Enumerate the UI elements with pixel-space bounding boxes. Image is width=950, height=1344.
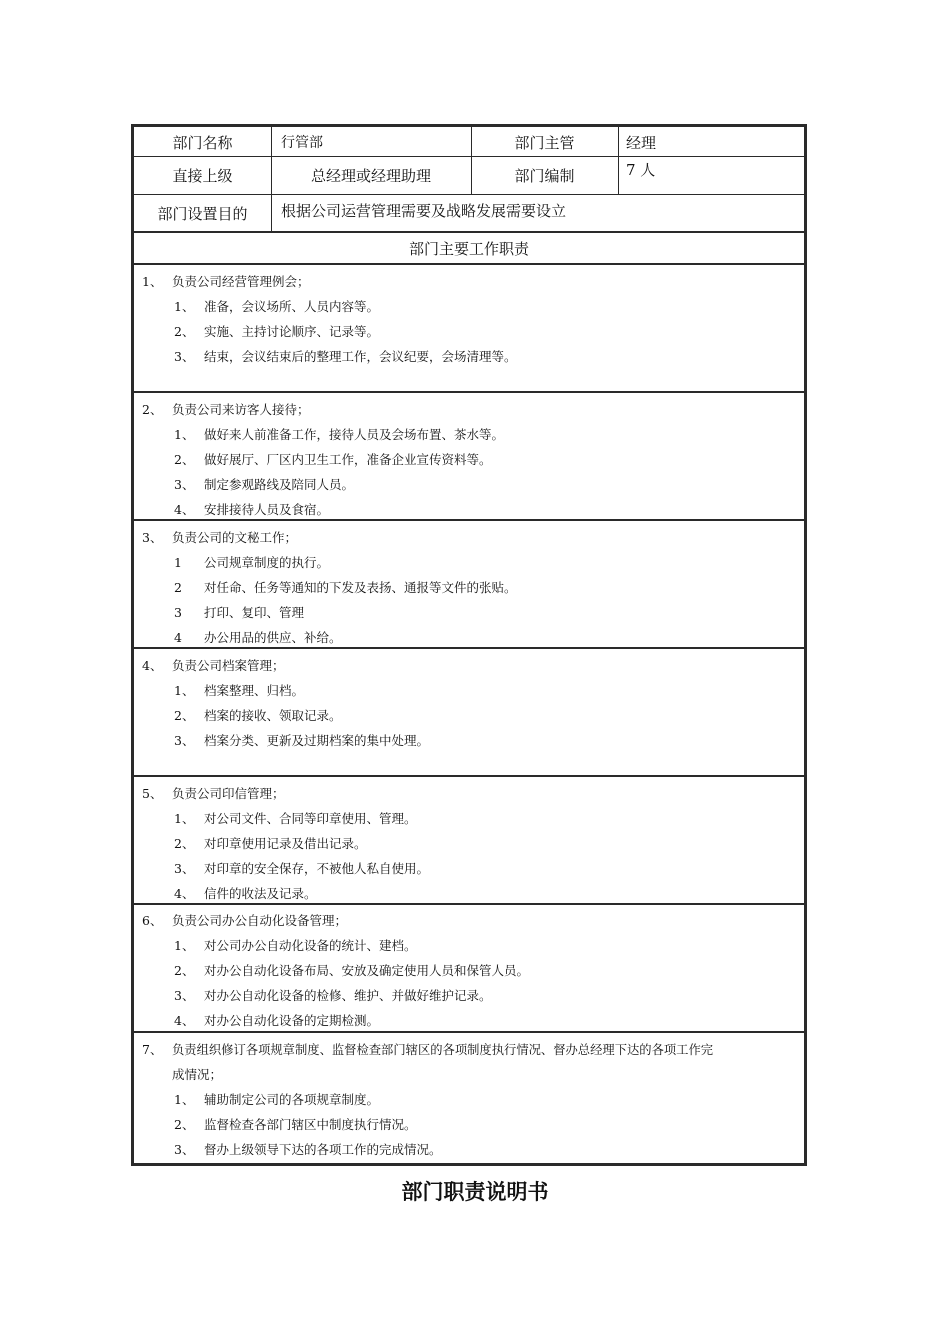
duty-block-3 bbox=[134, 521, 804, 647]
item-text: 对公司办公自动化设备的统计、建档。 bbox=[204, 938, 417, 953]
item-number: 1、 bbox=[174, 811, 195, 826]
item-number: 3、 bbox=[174, 988, 195, 1003]
dept-head-label: 部门主管 bbox=[514, 133, 575, 152]
item-number: 2、 bbox=[174, 452, 195, 467]
item-number: 2、 bbox=[174, 324, 195, 339]
staffing-value: 7 人 bbox=[626, 161, 656, 179]
staffing-label: 部门编制 bbox=[514, 167, 575, 185]
item-number: 4、 bbox=[174, 886, 195, 901]
item-text: 对印章的安全保存，不被他人私自使用。 bbox=[204, 861, 430, 876]
duty-number: 3、 bbox=[142, 530, 163, 545]
item-text: 结束，会议结束后的整理工作，会议纪要，会场清理等。 bbox=[204, 349, 517, 364]
item-number: 4 bbox=[174, 630, 182, 645]
item-number: 2、 bbox=[174, 1117, 195, 1132]
item-text: 制定参观路线及陪同人员。 bbox=[204, 477, 355, 492]
item-number: 1、 bbox=[174, 299, 195, 314]
header-row-2 bbox=[134, 157, 804, 194]
duty-number: 5、 bbox=[142, 786, 163, 801]
item-text: 做好展厅、厂区内卫生工作，准备企业宣传资料等。 bbox=[204, 452, 492, 467]
duty-title: 负责公司档案管理； bbox=[172, 658, 285, 673]
purpose-value: 根据公司运营管理需要及战略发展需要设立 bbox=[281, 202, 567, 220]
item-number: 2 bbox=[174, 580, 182, 595]
duty-title: 负责公司办公自动化设备管理； bbox=[172, 913, 348, 928]
item-text: 办公用品的供应、补给。 bbox=[204, 630, 342, 645]
duty-number: 7、 bbox=[142, 1042, 163, 1057]
dept-name-value: 行管部 bbox=[281, 135, 323, 151]
duty-block-5 bbox=[134, 777, 804, 903]
duty-number: 4、 bbox=[142, 658, 163, 673]
duty-title: 负责公司来访客人接待； bbox=[172, 402, 310, 417]
duty-block-6 bbox=[134, 905, 804, 1031]
duty-number: 6、 bbox=[142, 913, 163, 928]
item-number: 1、 bbox=[174, 683, 195, 698]
item-text: 档案分类、更新及过期档案的集中处理。 bbox=[204, 733, 430, 748]
item-number: 3、 bbox=[174, 861, 195, 876]
item-text: 公司规章制度的执行。 bbox=[204, 555, 330, 570]
item-number: 1、 bbox=[174, 427, 195, 442]
duty-block-7 bbox=[134, 1033, 804, 1163]
duty-block-1 bbox=[134, 265, 804, 391]
item-text: 对公司文件、合同等印章使用、管理。 bbox=[204, 811, 417, 826]
item-number: 4、 bbox=[174, 1013, 195, 1028]
item-text: 准备，会议场所、人员内容等。 bbox=[204, 299, 380, 314]
item-text: 打印、复印、管理 bbox=[204, 605, 305, 620]
item-number: 3、 bbox=[174, 477, 195, 492]
item-number: 1、 bbox=[174, 1092, 195, 1107]
dept-name-label: 部门名称 bbox=[172, 133, 233, 152]
item-text: 信件的收法及记录。 bbox=[204, 886, 317, 901]
item-number: 1 bbox=[174, 555, 182, 570]
item-number: 2、 bbox=[174, 836, 195, 851]
item-text: 对办公自动化设备的定期检测。 bbox=[204, 1013, 380, 1028]
item-text: 对办公自动化设备布局、安放及确定使用人员和保管人员。 bbox=[204, 963, 530, 978]
item-text: 对办公自动化设备的检修、维护、并做好维护记录。 bbox=[204, 988, 492, 1003]
item-text: 对印章使用记录及借出记录。 bbox=[204, 836, 367, 851]
document-title: 部门职责说明书 bbox=[401, 1180, 549, 1204]
item-text: 辅助制定公司的各项规章制度。 bbox=[204, 1092, 380, 1107]
duty-title: 负责公司印信管理； bbox=[172, 786, 285, 801]
dept-head-value: 经理 bbox=[626, 133, 657, 152]
item-number: 1、 bbox=[174, 938, 195, 953]
item-number: 2、 bbox=[174, 708, 195, 723]
item-number: 3、 bbox=[174, 349, 195, 364]
duty-title: 负责组织修订各项规章制度、监督检查部门辖区的各项制度执行情况、督办总经理下达的各项工作完 bbox=[172, 1043, 714, 1057]
item-number: 3、 bbox=[174, 733, 195, 748]
item-number: 3、 bbox=[174, 1142, 195, 1157]
item-number: 3 bbox=[174, 605, 182, 620]
item-number: 2、 bbox=[174, 963, 195, 978]
item-text: 实施、主持讨论顺序、记录等。 bbox=[204, 324, 380, 339]
header-row-1 bbox=[134, 127, 804, 157]
header-row-3 bbox=[134, 195, 804, 231]
item-text: 做好来人前准备工作，接待人员及会场布置、茶水等。 bbox=[204, 427, 505, 442]
superior-label: 直接上级 bbox=[172, 167, 233, 185]
duty-number: 2、 bbox=[142, 402, 163, 417]
purpose-label: 部门设置目的 bbox=[157, 204, 248, 223]
section-title: 部门主要工作职责 bbox=[408, 239, 529, 258]
item-text: 对任命、任务等通知的下发及表扬、通报等文件的张贴。 bbox=[204, 580, 517, 595]
duty-block-4 bbox=[134, 649, 804, 775]
duty-title: 负责公司经营管理例会； bbox=[172, 274, 310, 289]
item-text: 安排接待人员及食宿。 bbox=[204, 502, 330, 517]
duty-title: 负责公司的文秘工作； bbox=[172, 530, 298, 545]
duty-title-continued: 成情况； bbox=[172, 1067, 223, 1082]
section-title-row bbox=[134, 233, 804, 263]
item-text: 档案整理、归档。 bbox=[204, 683, 305, 698]
item-text: 监督检查各部门辖区中制度执行情况。 bbox=[204, 1117, 417, 1132]
duty-block-2 bbox=[134, 393, 804, 519]
superior-value: 总经理或经理助理 bbox=[310, 167, 431, 185]
duty-number: 1、 bbox=[142, 274, 163, 289]
item-text: 档案的接收、领取记录。 bbox=[204, 708, 342, 723]
item-text: 督办上级领导下达的各项工作的完成情况。 bbox=[204, 1142, 442, 1157]
item-number: 4、 bbox=[174, 502, 195, 517]
